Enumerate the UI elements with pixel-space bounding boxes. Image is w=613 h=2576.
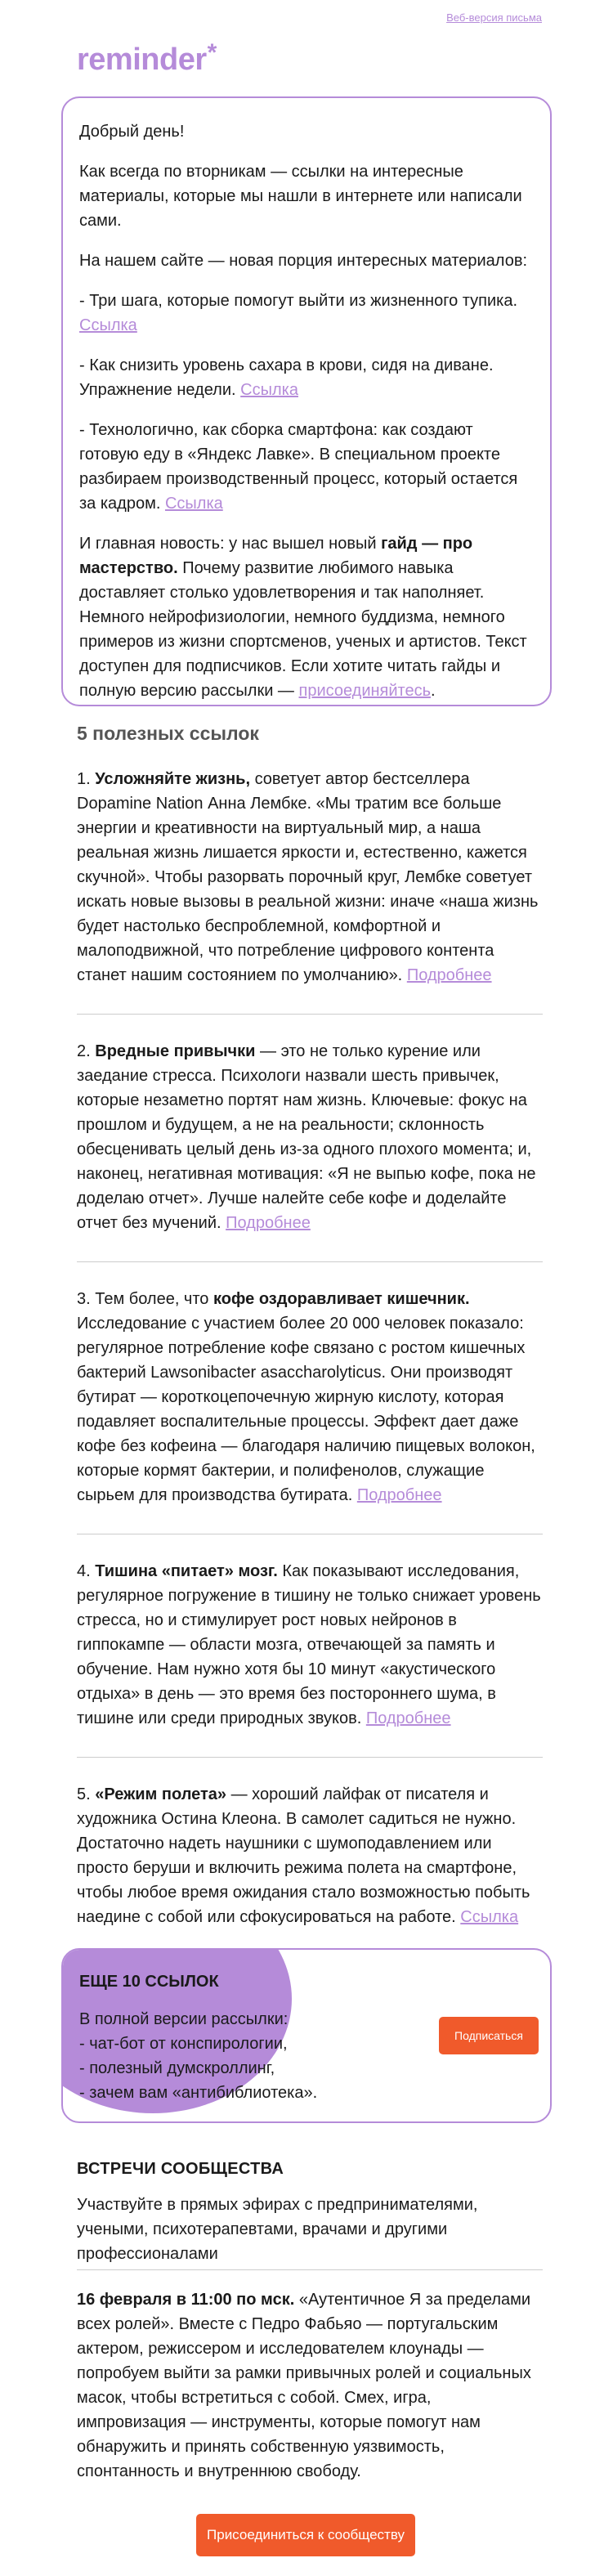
- list-item: [77, 1559, 543, 1758]
- news-bold: гайд — про мастерство.: [79, 535, 473, 577]
- item-more-link[interactable]: Подробнее: [356, 1486, 442, 1504]
- intro-bullet-2: [79, 353, 534, 402]
- subscribe-button[interactable]: Подписаться: [439, 2017, 539, 2054]
- news-end: .: [431, 682, 436, 700]
- intro-paragraph-2: На нашем сайте — новая порция интересных материалов:: [79, 252, 528, 270]
- bullet-text: - Три шага, которые помогут выйти из жизненного тупика.: [79, 292, 518, 310]
- bullet-link-2[interactable]: Ссылка: [240, 381, 298, 399]
- item-bold: Вредные привычки: [95, 1042, 256, 1060]
- join-link[interactable]: присоединяйтесь: [298, 682, 432, 700]
- item-more-link[interactable]: Подробнее: [365, 1709, 451, 1727]
- event-description: [77, 2287, 543, 2484]
- logo-text: reminder: [77, 43, 207, 77]
- logo: [77, 39, 217, 78]
- item-text: советует автор бестселлера Dopamine Nation Анна Лембке. «Мы тратим все больше энергии и креативности на виртуальный мир, а наша реальная жизнь лишается яркости и, естественно, кажется скучной». Чтобы разорвать порочный круг, Лембке советует искать новые вызовы в реальной жизни: иначе «наша жизнь будет настолько беспроблемной, комфортной и малоподвижной, что потребление цифрового контента станет нашим состоянием по умолчанию».: [77, 770, 539, 984]
- news-text: Почему развитие любимого навыка доставляет столько удовлетворения и так наполняет. Немного нейрофизиологии, немного буддизма, немного примеров из жизни спортсменов, ученых и артистов. Текст доступен для подписчиков. Если хотите читать гайды и полную версию рассылки —: [79, 559, 527, 700]
- item-bold: Тишина «питает» мозг.: [95, 1562, 278, 1580]
- item-text: Как показывают исследования, регулярное погружение в тишину не только снижает уровень стресса, но и стимулирует рост новых нейронов в гиппокампе — области мозга, отвечающей за память и обучение. Нам нужно хотя бы 10 минут «акустического отдыха» в день — это время без постороннего шума, в тишине или среди природных звуков.: [77, 1562, 541, 1727]
- more-line: - чат-бот от конспирологии,: [79, 2035, 288, 2053]
- news-lead: И главная новость: у нас вышел новый: [79, 535, 377, 553]
- event-date: 16 февраля в 11:00 по мск.: [77, 2291, 295, 2309]
- item-prefix: 5.: [77, 1785, 91, 1803]
- item-more-link[interactable]: Подробнее: [226, 1214, 311, 1232]
- list-item: [77, 767, 543, 1015]
- list-item: [77, 1782, 543, 1956]
- bullet-link-1[interactable]: Ссылка: [79, 316, 137, 334]
- intro-card: [61, 96, 552, 706]
- event-text: «Аутентичное Я за пределами всех ролей». Вместе с Педро Фабьяо — португальским актером, режиссером и исследователем клоунады — попробуем выйти за рамки привычных ролей и социальных масок, чтобы встретиться с собой. Смех, игра, импровизация — инструменты, которые помогут нам обнаружить и принять собственную уязвимость, спонтанность и внутреннюю свободу.: [77, 2291, 531, 2480]
- greeting: Добрый день!: [79, 123, 185, 141]
- divider: [77, 2269, 543, 2270]
- item-text: — это не только курение или заедание стресса. Психологи назвали шесть привычек, которые незаметно портят нам жизнь. Ключевые: фокус на прошлом и будущем, а не на реальности; склонность обесценивать целый день из-за одного плохого момента; и, наконец, негативная мотивация: «Я не выпью кофе, пока не доделаю отчет». Лучше налейте себе кофе и доделайте отчет без мучений.: [77, 1042, 536, 1232]
- intro-paragraph-1: Как всегда по вторникам — ссылки на интересные материалы, которые мы нашли в интернете или написали сами.: [79, 163, 522, 230]
- item-bold: Усложняйте жизнь,: [95, 770, 250, 788]
- bullet-text: - Как снизить уровень сахара в крови, сидя на диване. Упражнение недели.: [79, 356, 494, 399]
- item-prefix: 1.: [77, 770, 91, 788]
- more-links-list: [79, 2007, 317, 2105]
- item-more-link[interactable]: Ссылка: [460, 1908, 519, 1926]
- bullet-link-3[interactable]: Ссылка: [164, 495, 223, 513]
- join-community-button[interactable]: Присоединиться к сообществу: [196, 2514, 415, 2556]
- item-text: Исследование с участием более 20 000 человек показало: регулярное потребление кофе связано с ростом кишечных бактерий Lawsonibacter asaccharolyticus. Они производят бутират — короткоцепочечную жирную кислоту, которая подавляет воспалительные процессы. Эффект дает даже кофе без кофеина — благодаря наличию пищевых волокон, которые кормят бактерии, и полифенолов, служащие сырьем для производства бутирата.: [77, 1315, 535, 1504]
- item-text: — хороший лайфак от писателя и художника Остина Клеона. В самолет садиться не нужно. Достаточно надеть наушники с шумоподавлением или просто беруши и включить режима полета на смартфоне, чтобы любое время ожидания стало возможностью побыть наедине с собой или сфокусироваться на работе.: [77, 1785, 530, 1926]
- more-links-title: ЕЩЕ 10 ССЫЛОК: [79, 1973, 219, 1991]
- links-section-title: 5 полезных ссылок: [77, 723, 259, 744]
- item-more-link[interactable]: Подробнее: [406, 966, 492, 984]
- community-title: ВСТРЕЧИ СООБЩЕСТВА: [77, 2160, 284, 2178]
- community-text: Участвуйте в прямых эфирах с предпринимателями, учеными, психотерапевтами, врачами и другими профессионалами: [77, 2196, 478, 2263]
- item-prefix: 4.: [77, 1562, 91, 1580]
- list-item: [77, 1287, 543, 1534]
- item-bold: кофе оздоравливает кишечник.: [213, 1290, 470, 1308]
- more-line: - зачем вам «антибиблиотека».: [79, 2084, 318, 2102]
- more-line: В полной версии рассылки:: [79, 2010, 289, 2028]
- web-version-link[interactable]: Веб-версия письма: [446, 11, 542, 24]
- more-line: - полезный думскроллинг,: [79, 2059, 275, 2077]
- item-prefix: 3. Тем более, что: [77, 1290, 209, 1308]
- intro-bullet-3: [79, 418, 534, 516]
- intro-news: [79, 531, 534, 703]
- more-links-card: [61, 1948, 552, 2123]
- item-prefix: 2.: [77, 1042, 91, 1060]
- logo-star-icon: *: [207, 39, 217, 66]
- links-list: [77, 767, 543, 1980]
- list-item: [77, 1039, 543, 1262]
- item-bold: «Режим полета»: [95, 1785, 227, 1803]
- bullet-text: - Технологично, как сборка смартфона: как создают готовую еду в «Яндекс Лавке». В специальном проекте разбираем производственный процесс, который остается за кадром.: [79, 421, 518, 513]
- intro-bullet-1: [79, 289, 534, 338]
